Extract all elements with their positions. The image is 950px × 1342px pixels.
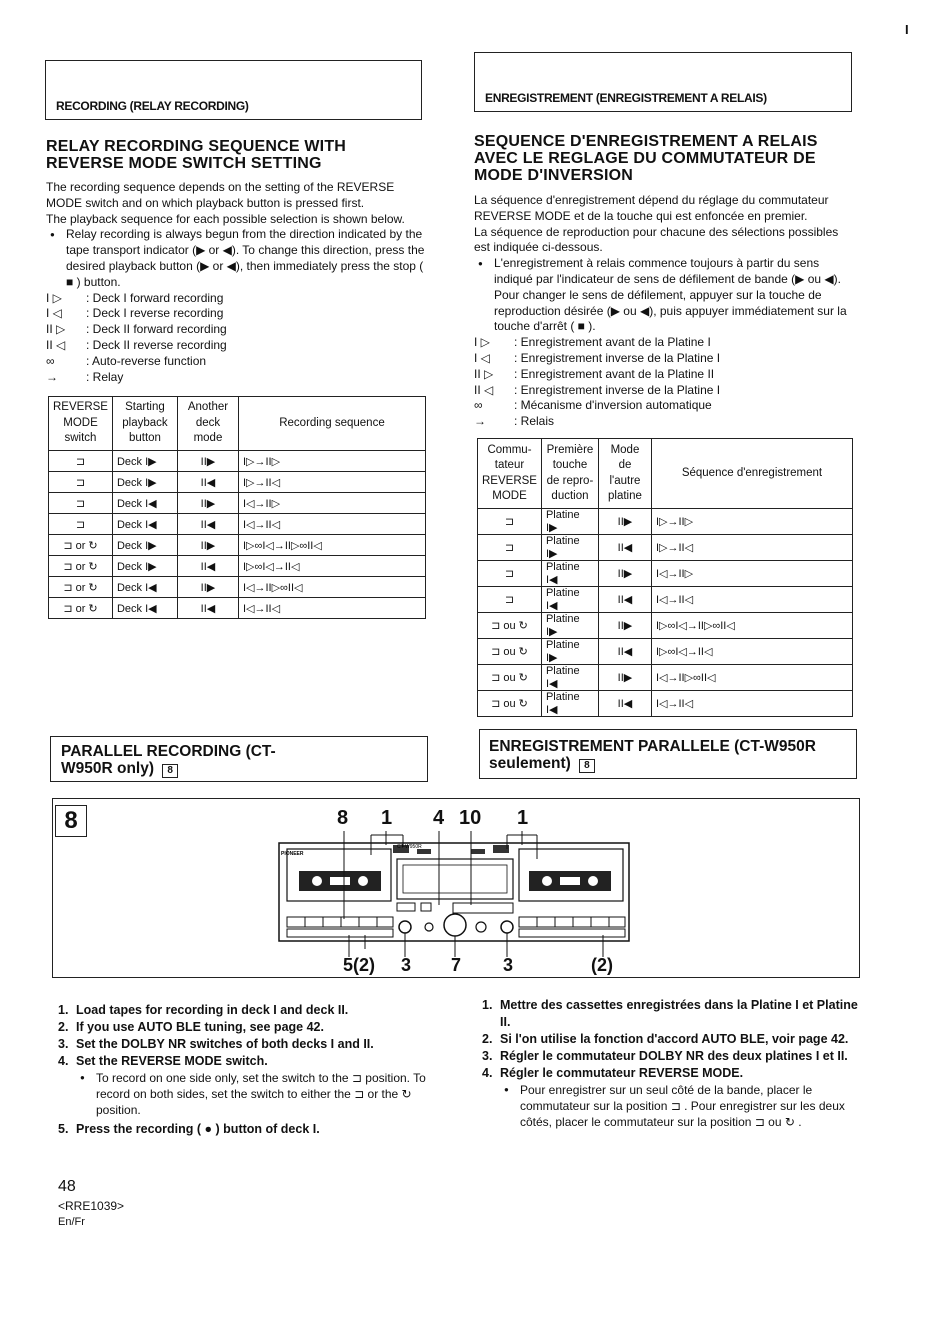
table-cell: I◁→II◁ xyxy=(238,598,425,619)
level-knob xyxy=(444,914,466,936)
step-item xyxy=(58,1121,443,1138)
legend-text: : Deck I forward recording xyxy=(86,290,224,305)
en-parallel-header-box xyxy=(50,736,428,782)
table-cell: I◁→II▷ xyxy=(651,561,852,587)
table-cell: I▷→II◁ xyxy=(651,535,852,561)
callout-label: 3 xyxy=(503,955,514,975)
table-cell: ⊐ xyxy=(478,509,542,535)
table-row xyxy=(49,598,426,619)
step-item xyxy=(482,1031,862,1048)
legend-key: ∞ xyxy=(46,353,55,368)
knob xyxy=(399,921,411,933)
callout-label: 1 xyxy=(517,807,529,829)
step-number: 3. xyxy=(482,1049,493,1063)
table-header: Starting playback button xyxy=(112,397,177,451)
legend-key: ∞ xyxy=(474,398,483,413)
en-parallel-title xyxy=(61,743,311,778)
table-cell: II◀ xyxy=(177,598,238,619)
table-cell: Deck I◀ xyxy=(112,493,177,514)
step-item xyxy=(58,1036,443,1053)
table-header: REVERSE MODE switch xyxy=(49,397,113,451)
step-number: 5. xyxy=(58,1122,69,1136)
table-cell: II◀ xyxy=(177,556,238,577)
step-text: Set the REVERSE MODE switch. xyxy=(76,1054,268,1068)
knob xyxy=(476,922,486,932)
table-cell: Platine I◀ xyxy=(541,691,598,717)
fr-intro-1: La séquence d'enregistrement dépend du réglage du commutateur REVERSE MODE et de la touche qui est enfoncée en premier. xyxy=(474,193,829,223)
legend-text: : Auto-reverse function xyxy=(86,353,207,368)
table-header: Commu-tateur REVERSE MODE xyxy=(478,439,542,509)
callout-label: (2) xyxy=(591,955,613,975)
legend-key: II ◁ xyxy=(474,382,494,397)
figure-ref-badge: 8 xyxy=(579,759,595,773)
table-cell: ⊐ or ↻ xyxy=(49,598,113,619)
figure-8-frame xyxy=(52,798,860,978)
step-text: If you use AUTO BLE tuning, see page 42. xyxy=(76,1020,324,1034)
fr-section-header-box xyxy=(474,52,852,112)
step-text: Régler le commutateur DOLBY NR des deux platines I et II. xyxy=(500,1049,848,1063)
legend-row xyxy=(46,370,426,386)
en-sequence-table xyxy=(48,396,426,619)
table-cell: II▶ xyxy=(177,577,238,598)
table-cell: Platine I◀ xyxy=(541,665,598,691)
legend-text: : Enregistrement inverse de la Platine I xyxy=(514,350,721,365)
table-cell: Deck I▶ xyxy=(112,451,177,472)
table-cell: I▷∞I◁→II◁ xyxy=(651,639,852,665)
table-header: Séquence d'enregistrement xyxy=(651,439,852,509)
model-label: CT-W950R xyxy=(397,844,422,850)
table-cell: II▶ xyxy=(598,561,651,587)
table-cell: I◁→II▷∞II◁ xyxy=(651,665,852,691)
en-section-header-box xyxy=(45,60,422,120)
table-cell: I◁→II▷∞II◁ xyxy=(238,577,425,598)
step-number: 1. xyxy=(58,1003,69,1017)
legend-text: : Deck II reverse recording xyxy=(86,337,227,352)
table-cell: I◁→II◁ xyxy=(651,691,852,717)
step-text: Mettre des cassettes enregistrées dans la Platine I et Platine II. xyxy=(500,998,858,1029)
legend-key: I ◁ xyxy=(474,350,490,365)
table-cell: Platine I▶ xyxy=(541,509,598,535)
legend-row xyxy=(46,322,426,338)
table-row xyxy=(49,493,426,514)
legend-row xyxy=(474,367,854,383)
table-cell: II▶ xyxy=(598,613,651,639)
legend-key: → xyxy=(474,414,486,429)
table-cell: ⊐ xyxy=(478,587,542,613)
fr-intro-2: La séquence de reproduction pour chacune des sélections possibles est indiquée ci-dessous. xyxy=(474,224,839,255)
table-row xyxy=(478,535,853,561)
knob xyxy=(425,923,433,931)
step-text: Press the recording ( ● ) button of deck I. xyxy=(76,1122,320,1136)
table-cell: II▶ xyxy=(598,665,651,691)
table-cell: I▷→II▷ xyxy=(238,451,425,472)
step-number: 4. xyxy=(482,1066,493,1080)
en-steps xyxy=(58,1002,443,1138)
deck-body xyxy=(279,843,629,941)
table-cell: ⊐ ou ↻ xyxy=(478,613,542,639)
language-code: En/Fr xyxy=(58,1216,85,1228)
en-parallel-title-text: PARALLEL RECORDING (CT-W950R only) xyxy=(61,743,276,777)
table-row xyxy=(49,535,426,556)
brand-logo: PIONEER xyxy=(281,851,304,857)
en-body xyxy=(46,180,426,385)
table-cell: ⊐ xyxy=(49,451,113,472)
table-cell: ⊐ xyxy=(478,561,542,587)
legend-row xyxy=(46,306,426,322)
step-number: 4. xyxy=(58,1054,69,1068)
table-cell: ⊐ ou ↻ xyxy=(478,665,542,691)
page-mark: I xyxy=(905,22,909,37)
table-cell: I▷→II◁ xyxy=(238,472,425,493)
figure-number: 8 xyxy=(55,805,87,837)
table-cell: I▷∞I◁→II▷∞II◁ xyxy=(651,613,852,639)
table-cell: II◀ xyxy=(598,639,651,665)
legend-text: : Enregistrement inverse de la Platine I xyxy=(514,382,721,397)
callout-label: 8 xyxy=(337,807,349,829)
en-legend xyxy=(46,291,426,386)
legend-row xyxy=(474,335,854,351)
en-intro-1: The recording sequence depends on the setting of the REVERSE MODE switch and on which playback button is pressed first. xyxy=(46,180,395,210)
table-cell: ⊐ xyxy=(49,472,113,493)
en-title: RELAY RECORDING SEQUENCE WITH REVERSE MODE SWITCH SETTING xyxy=(46,138,347,172)
step-text: Si l'on utilise la fonction d'accord AUTO BLE, voir page 42. xyxy=(500,1032,849,1046)
table-cell: Platine I◀ xyxy=(541,561,598,587)
legend-key: II ▷ xyxy=(474,366,494,381)
legend-text: : Enregistrement avant de la Platine II xyxy=(514,366,715,381)
en-bullet: ● Relay recording is always begun from the direction indicated by the tape transport indicator (▶ or ◀). To change this direction, press the desired playback button (▶ or ◀), then immediately press the stop ( ■ ) button. xyxy=(46,227,426,290)
table-row xyxy=(478,691,853,717)
legend-text: : Enregistrement avant de la Platine I xyxy=(514,335,711,350)
table-row xyxy=(478,613,853,639)
en-intro-2: The playback sequence for each possible selection is shown below. xyxy=(46,211,405,226)
step-text: Set the DOLBY NR switches of both decks I and II. xyxy=(76,1037,374,1051)
deck1-transport-buttons xyxy=(287,917,393,937)
callout-label: 5(2) xyxy=(343,955,376,975)
table-cell: I▷∞I◁→II▷∞II◁ xyxy=(238,535,425,556)
table-row xyxy=(49,577,426,598)
table-cell: Deck I◀ xyxy=(112,577,177,598)
fr-parallel-title xyxy=(489,738,859,773)
legend-key: II ▷ xyxy=(46,322,66,337)
fr-steps xyxy=(482,997,862,1130)
table-cell: Platine I▶ xyxy=(541,535,598,561)
table-cell: Deck I◀ xyxy=(112,598,177,619)
legend-row xyxy=(474,398,854,414)
step-number: 1. xyxy=(482,998,493,1012)
table-cell: II◀ xyxy=(598,535,651,561)
callout-label: 10 xyxy=(459,807,482,829)
legend-text: : Deck I reverse recording xyxy=(86,306,224,321)
table-header: Mode de l'autre platine xyxy=(598,439,651,509)
table-header: Première touche de repro-duction xyxy=(541,439,598,509)
table-cell: ⊐ xyxy=(49,493,113,514)
knob xyxy=(501,921,513,933)
legend-key: II ◁ xyxy=(46,337,66,352)
table-cell: Platine I▶ xyxy=(541,639,598,665)
fr-title: SEQUENCE D'ENREGISTREMENT A RELAIS AVEC LE REGLAGE DU COMMUTATEUR DE MODE D'INVERSION xyxy=(474,133,818,184)
table-cell: ⊐ or ↻ xyxy=(49,556,113,577)
step-number: 2. xyxy=(482,1032,493,1046)
legend-key: I ◁ xyxy=(46,306,62,321)
table-cell: Deck I▶ xyxy=(112,556,177,577)
table-cell: Platine I◀ xyxy=(541,587,598,613)
step-text: Régler le commutateur REVERSE MODE. xyxy=(500,1066,744,1080)
table-row xyxy=(49,451,426,472)
table-cell: II◀ xyxy=(177,514,238,535)
fr-parallel-title-text: ENREGISTREMENT PARALLELE (CT-W950R seulement) xyxy=(489,738,816,772)
table-cell: ⊐ xyxy=(49,514,113,535)
table-row xyxy=(49,472,426,493)
table-cell: ⊐ ou ↻ xyxy=(478,691,542,717)
table-cell: II▶ xyxy=(598,509,651,535)
table-cell: II◀ xyxy=(177,472,238,493)
fr-sequence-table xyxy=(477,438,853,717)
callout-label: 4 xyxy=(433,807,445,829)
legend-row xyxy=(474,383,854,399)
table-cell: I▷→II▷ xyxy=(651,509,852,535)
callout-label: 3 xyxy=(401,955,412,975)
table-cell: Deck I◀ xyxy=(112,514,177,535)
table-row xyxy=(49,514,426,535)
fr-bullet: ● L'enregistrement à relais commence toujours à partir du sens indiqué par l'indicateur de sens de défilement de bande (▶ ou ◀). Pour changer le sens de défilement, appuyer sur la touche de reproduction désirée (▶ ou ◀), puis appuyer immédiatement sur la touche d'arrêt ( ■ ). xyxy=(474,256,854,335)
legend-row xyxy=(474,414,854,430)
table-cell: ⊐ or ↻ xyxy=(49,577,113,598)
table-cell: I◁→II◁ xyxy=(238,514,425,535)
legend-row xyxy=(46,291,426,307)
legend-text: : Mécanisme d'inversion automatique xyxy=(514,398,712,413)
step-item xyxy=(58,1002,443,1019)
callout-label: 7 xyxy=(451,955,462,975)
fr-body xyxy=(474,193,854,430)
table-cell: II◀ xyxy=(598,691,651,717)
legend-text: : Relais xyxy=(514,414,555,429)
table-row xyxy=(478,509,853,535)
table-cell: ⊐ ou ↻ xyxy=(478,639,542,665)
table-cell: Platine I▶ xyxy=(541,613,598,639)
legend-text: : Deck II forward recording xyxy=(86,322,227,337)
table-row xyxy=(478,587,853,613)
legend-key: I ▷ xyxy=(46,290,62,305)
legend-row xyxy=(46,354,426,370)
table-row xyxy=(478,561,853,587)
document-code: <RRE1039> xyxy=(58,1199,125,1213)
fr-section-header: ENREGISTREMENT (ENREGISTREMENT A RELAIS) xyxy=(485,91,767,105)
deck2-transport-buttons xyxy=(519,917,625,937)
step-item xyxy=(58,1019,443,1036)
table-row xyxy=(49,556,426,577)
table-cell: II▶ xyxy=(177,535,238,556)
step-number: 2. xyxy=(58,1020,69,1034)
table-cell: I◁→II▷ xyxy=(238,493,425,514)
legend-text: : Relay xyxy=(86,369,124,384)
table-cell: Deck I▶ xyxy=(112,535,177,556)
figure-ref-badge: 8 xyxy=(162,764,178,778)
table-cell: II◀ xyxy=(598,587,651,613)
table-cell: I◁→II◁ xyxy=(651,587,852,613)
table-cell: I▷∞I◁→II◁ xyxy=(238,556,425,577)
en-section-header: RECORDING (RELAY RECORDING) xyxy=(56,99,249,113)
table-header: Another deck mode xyxy=(177,397,238,451)
legend-row xyxy=(474,351,854,367)
table-cell: Deck I▶ xyxy=(112,472,177,493)
legend-row xyxy=(46,338,426,354)
table-cell: II▶ xyxy=(177,493,238,514)
fr-parallel-header-box xyxy=(479,729,857,779)
step-item xyxy=(58,1053,443,1070)
table-row xyxy=(478,639,853,665)
table-cell: II▶ xyxy=(177,451,238,472)
deck-illustration xyxy=(53,799,859,977)
table-cell: ⊐ xyxy=(478,535,542,561)
page-number: 48 xyxy=(58,1178,76,1195)
step-number: 3. xyxy=(58,1037,69,1051)
step-item xyxy=(482,1048,862,1065)
en-step4-note: ● To record on one side only, set the switch to the ⊐ position. To record on both sides, set the switch to either the ⊐ or the ↻ position. xyxy=(58,1070,443,1118)
fr-step4-note: ● Pour enregistrer sur un seul côté de la bande, placer le commutateur sur la position ⊐ . Pour enregistrer sur les deux côtés, placer le commutateur sur la position ⊐ ou ↻ . xyxy=(482,1082,862,1130)
table-row xyxy=(478,665,853,691)
fr-legend xyxy=(474,335,854,430)
legend-key: → xyxy=(46,369,58,384)
step-item xyxy=(482,1065,862,1082)
legend-key: I ▷ xyxy=(474,335,490,350)
table-cell: ⊐ or ↻ xyxy=(49,535,113,556)
step-item xyxy=(482,997,862,1031)
callout-label: 1 xyxy=(381,807,393,829)
step-text: Load tapes for recording in deck I and deck II. xyxy=(76,1003,349,1017)
table-header: Recording sequence xyxy=(238,397,425,451)
